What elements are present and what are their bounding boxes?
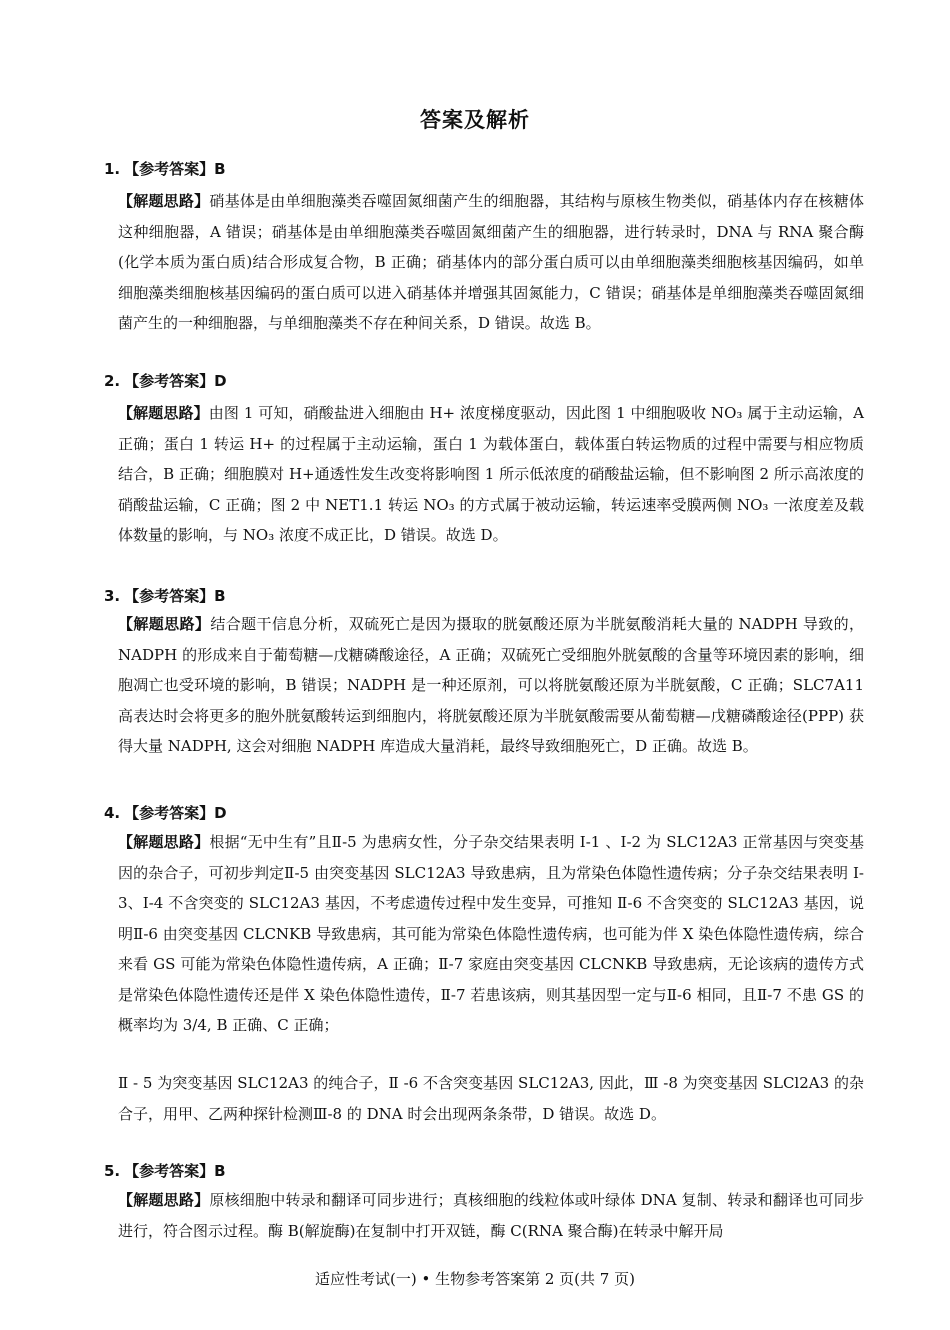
page-title: 答案及解析 [420,108,530,132]
question-5-explanation: 【解题思路】原核细胞中转录和翻译可同步进行；真核细胞的线粒体或叶绿体 DNA 复制、转录和翻译也可同步进行，符合图示过程。酶 B(解旋酶)在复制中打开双链，酶 C(RNA 聚合酶)在转录中解开局 [118,1191,864,1240]
question-5-answer: 5. 【参考答案】B [104,1162,226,1180]
page-footer: 适应性考试(一) • 生物参考答案第 2 页(共 7 页) [315,1270,635,1288]
question-4-explanation-continued: Ⅱ - 5 为突变基因 SLC12A3 的纯合子，Ⅱ -6 不含突变基因 SLC12A3, 因此，Ⅲ -8 为突变基因 SLCl2A3 的杂合子，用甲、乙两种探针检测Ⅲ-8 的 DNA 时会出现两条条带，D 错误。故选 D。 [118,1074,864,1123]
question-3-explanation: 【解题思路】结合题干信息分析，双硫死亡是因为摄取的胱氨酸还原为半胱氨酸消耗大量的 NADPH 导致的，NADPH 的形成来自于葡萄糖—戊糖磷酸途径，A 正确；双硫死亡受细胞外胱氨酸的含量等环境因素的影响，细胞凋亡也受环境的影响，B 错误；NADPH 是一种还原剂，可以将胱氨酸还原为半胱氨酸，C 正确；SLC7A11 高表达时会将更多的胞外胱氨酸转运到细胞内，将胱氨酸还原为半胱氨酸需要从葡萄糖—戊糖磷酸途径(PPP) 获得大量 NADPH, 这会对细胞 NADPH 库造成大量消耗，最终导致细胞死亡，D 正确。故选 B。 [118,615,864,755]
question-1-explanation: 【解题思路】硝基体是由单细胞藻类吞噬固氮细菌产生的细胞器，其结构与原核生物类似，硝基体内存在核糖体这种细胞器，A 错误；硝基体是由单细胞藻类吞噬固氮细菌产生的细胞器，进行转录时，DNA 与 RNA 聚合酶(化学本质为蛋白质)结合形成复合物，B 正确；硝基体内的部分蛋白质可以由单细胞藻类细胞核基因编码，如单细胞藻类细胞核基因编码的蛋白质可以进入硝基体并增强其固氮能力，C 错误；硝基体是单细胞藻类吞噬固氮细菌产生的一种细胞器，与单细胞藻类不存在种间关系，D 错误。故选 B。 [118,192,864,332]
question-2-answer: 2. 【参考答案】D [104,372,227,390]
question-2-explanation: 【解题思路】由图 1 可知，硝酸盐进入细胞由 H+ 浓度梯度驱动，因此图 1 中细胞吸收 NO₃ 属于主动运输，A 正确；蛋白 1 转运 H+ 的过程属于主动运输，蛋白 1 为载体蛋白，载体蛋白转运物质的过程中需要与相应物质结合，B 正确；细胞膜对 H+通透性发生改变将影响图 1 所示低浓度的硝酸盐运输，但不影响图 2 所示高浓度的硝酸盐运输，C 正确；图 2 中 NET1.1 转运 NO₃ 的方式属于被动运输，转运速率受膜两侧 NO₃ 一浓度差及载体数量的影响，与 NO₃ 浓度不成正比，D 错误。故选 D。 [118,404,864,544]
question-1-answer: 1. 【参考答案】B [104,160,226,178]
question-3-answer: 3. 【参考答案】B [104,587,226,605]
question-4-explanation: 【解题思路】根据“无中生有”且Ⅱ-5 为患病女性，分子杂交结果表明 I-1 、I-2 为 SLC12A3 正常基因与突变基因的杂合子，可初步判定Ⅱ-5 由突变基因 SLC12A3 导致患病，且为常染色体隐性遗传病；分子杂交结果表明 I-3、I-4 不含突变的 SLC12A3 基因，不考虑遗传过程中发生变异，可推知 Ⅱ-6 不含突变的 SLC12A3 基因，说明Ⅱ-6 由突变基因 CLCNKB 导致患病，其可能为常染色体隐性遗传病，也可能为伴 X 染色体隐性遗传病，综合来看 GS 可能为常染色体隐性遗传病，A 正确；Ⅱ-7 家庭由突变基因 CLCNKB 导致患病，无论该病的遗传方式是常染色体隐性遗传还是伴 X 染色体隐性遗传，Ⅱ-7 若患该病，则其基因型一定与Ⅱ-6 相同，且Ⅱ-7 不患 GS 的概率均为 3/4, B 正确、C 正确； [118,833,864,1034]
question-4-answer: 4. 【参考答案】D [104,804,227,822]
